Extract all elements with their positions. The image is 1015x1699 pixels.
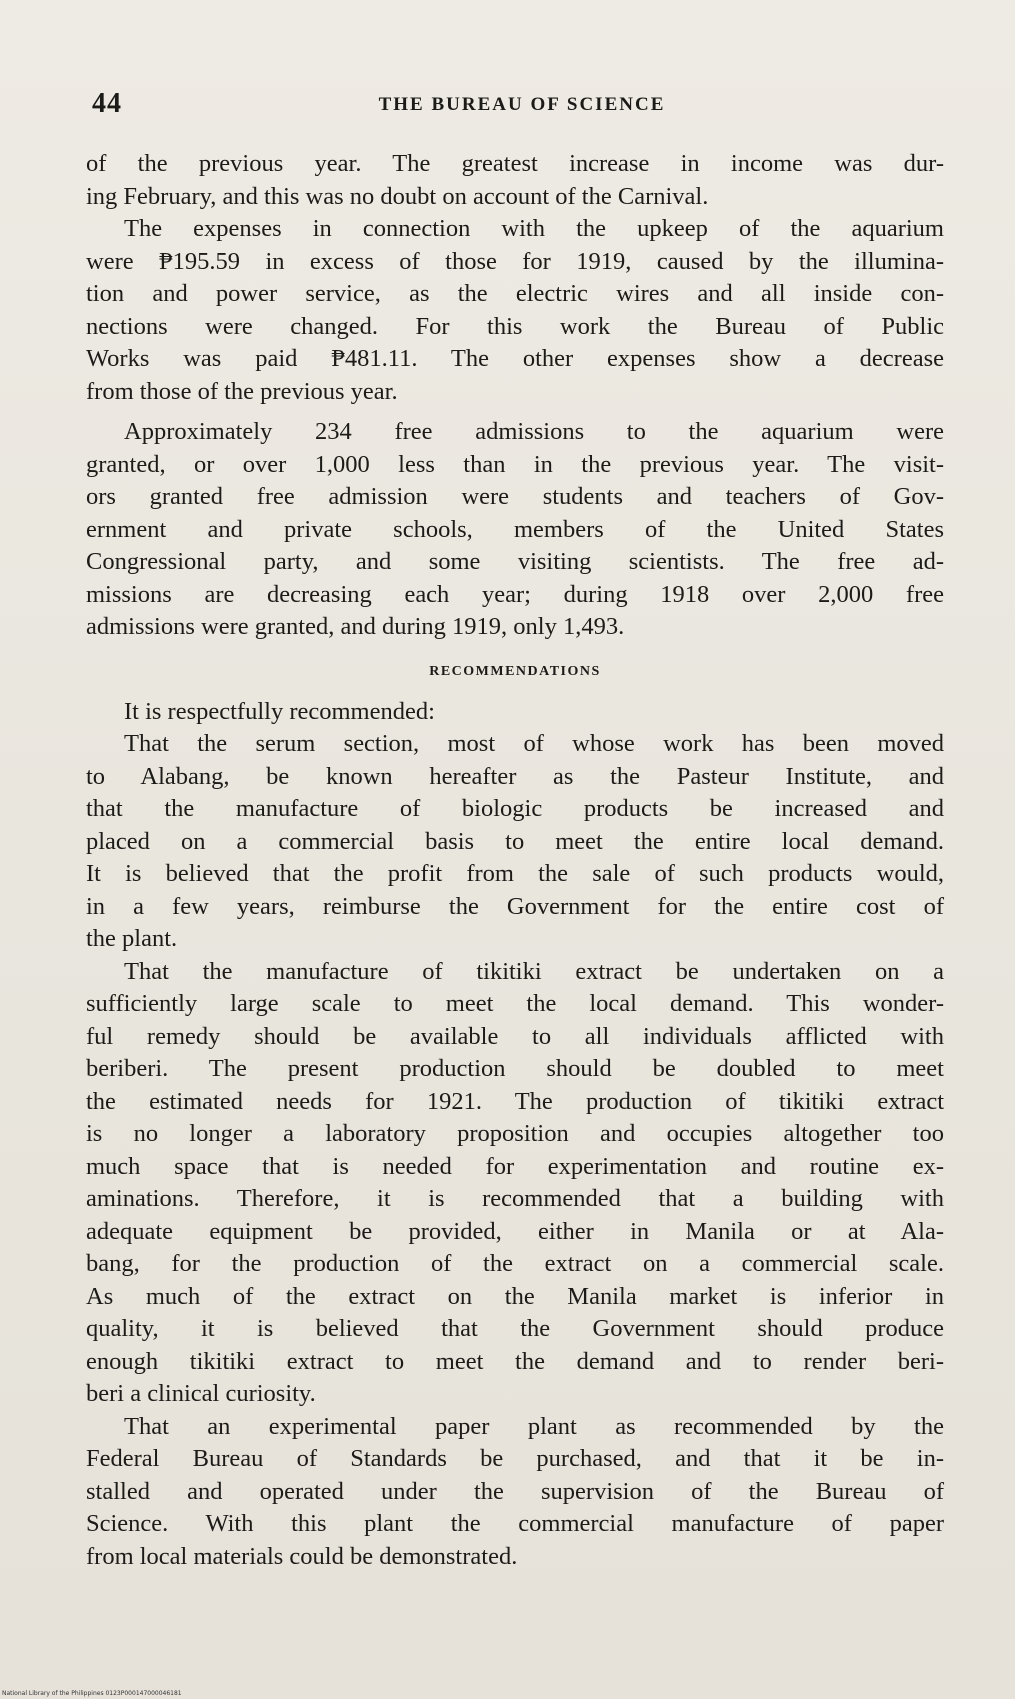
text-line: much space that is needed for experimentation and routine ex-	[86, 1152, 944, 1180]
paragraph	[86, 148, 944, 213]
text-line: missions are decreasing each year; during 1918 over 2,000 free	[86, 580, 944, 608]
text-line: is no longer a laboratory proposition and occupies altogether too	[86, 1120, 944, 1147]
text-line: in a few years, reimburse the Government for the entire cost of	[86, 892, 944, 920]
page-number: 44	[92, 88, 122, 119]
text-line: That an experimental paper plant as recommended by the	[124, 1412, 944, 1440]
text-line: Works was paid ₱481.11. The other expenses show a decrease	[86, 345, 944, 372]
paragraph	[86, 1411, 944, 1574]
text-line: Approximately 234 free admissions to the aquarium were	[124, 418, 944, 445]
text-line: ors granted free admission were students and teachers of Gov-	[86, 483, 944, 510]
text-line: As much of the extract on the Manila market is inferior in	[86, 1282, 944, 1310]
text-line: adequate equipment be provided, either in Manila or at Ala-	[86, 1217, 944, 1245]
text-line: the estimated needs for 1921. The production of tikitiki extract	[86, 1087, 944, 1115]
running-title: THE BUREAU OF SCIENCE	[378, 94, 666, 115]
text-line: ing February, and this was no doubt on account of the Carnival.	[86, 182, 709, 210]
text-line: the plant.	[86, 925, 178, 952]
section-heading: RECOMMENDATIONS	[429, 663, 601, 679]
text-line: beri a clinical curiosity.	[86, 1380, 316, 1407]
text-line: stalled and operated under the supervision of the Bureau of	[86, 1477, 944, 1505]
text-line: from local materials could be demonstrated.	[86, 1542, 518, 1570]
text-line: ful remedy should be available to all individuals afflicted with	[86, 1022, 944, 1050]
text-line: That the serum section, most of whose work has been moved	[124, 730, 944, 757]
text-line: placed on a commercial basis to meet the entire local demand.	[86, 827, 944, 855]
text-line: It is respectfully recommended:	[124, 697, 435, 725]
paragraphs-after-heading	[86, 696, 944, 1574]
footer-identifier: National Library of the Philippines 0123P000147000046181	[2, 1690, 182, 1697]
text-line: that the manufacture of biologic products be increased and	[86, 795, 944, 822]
paragraph-gap	[86, 408, 944, 416]
text-line: Science. With this plant the commercial manufacture of paper	[86, 1510, 944, 1537]
text-line: nections were changed. For this work the Bureau of Public	[86, 312, 944, 340]
text-line: sufficiently large scale to meet the local demand. This wonder-	[86, 990, 944, 1017]
text-line: ernment and private schools, members of the United States	[86, 515, 944, 543]
text-line: were ₱195.59 in excess of those for 1919, caused by the illumina-	[86, 247, 944, 275]
text-line: Congressional party, and some visiting scientists. The free ad-	[86, 548, 944, 575]
text-line: from those of the previous year.	[86, 377, 398, 405]
paragraph	[86, 696, 944, 729]
text-line: tion and power service, as the electric wires and all inside con-	[86, 280, 944, 307]
text-line: It is believed that the profit from the sale of such products would,	[86, 860, 944, 887]
text-line: granted, or over 1,000 less than in the previous year. The visit-	[86, 450, 944, 478]
text-line: The expenses in connection with the upkeep of the aquarium	[124, 215, 944, 242]
paragraph	[86, 416, 944, 644]
paragraph	[86, 213, 944, 408]
text-line: That the manufacture of tikitiki extract be undertaken on a	[124, 957, 944, 985]
text-line: Federal Bureau of Standards be purchased, and that it be in-	[86, 1445, 944, 1472]
text-line: to Alabang, be known hereafter as the Pasteur Institute, and	[86, 762, 944, 790]
text-line: admissions were granted, and during 1919, only 1,493.	[86, 613, 625, 640]
paragraph	[86, 728, 944, 956]
text-line: bang, for the production of the extract on a commercial scale.	[86, 1250, 944, 1277]
text-line: enough tikitiki extract to meet the demand and to render beri-	[86, 1347, 944, 1375]
paragraphs-before-heading	[86, 148, 944, 644]
text-line: beriberi. The present production should be doubled to meet	[86, 1055, 944, 1082]
text-line: of the previous year. The greatest increase in income was dur-	[86, 150, 944, 177]
body-text	[86, 148, 944, 1573]
text-line: quality, it is believed that the Government should produce	[86, 1315, 944, 1342]
paragraph	[86, 956, 944, 1411]
text-line: aminations. Therefore, it is recommended that a building with	[86, 1185, 944, 1212]
page-header	[92, 88, 952, 128]
